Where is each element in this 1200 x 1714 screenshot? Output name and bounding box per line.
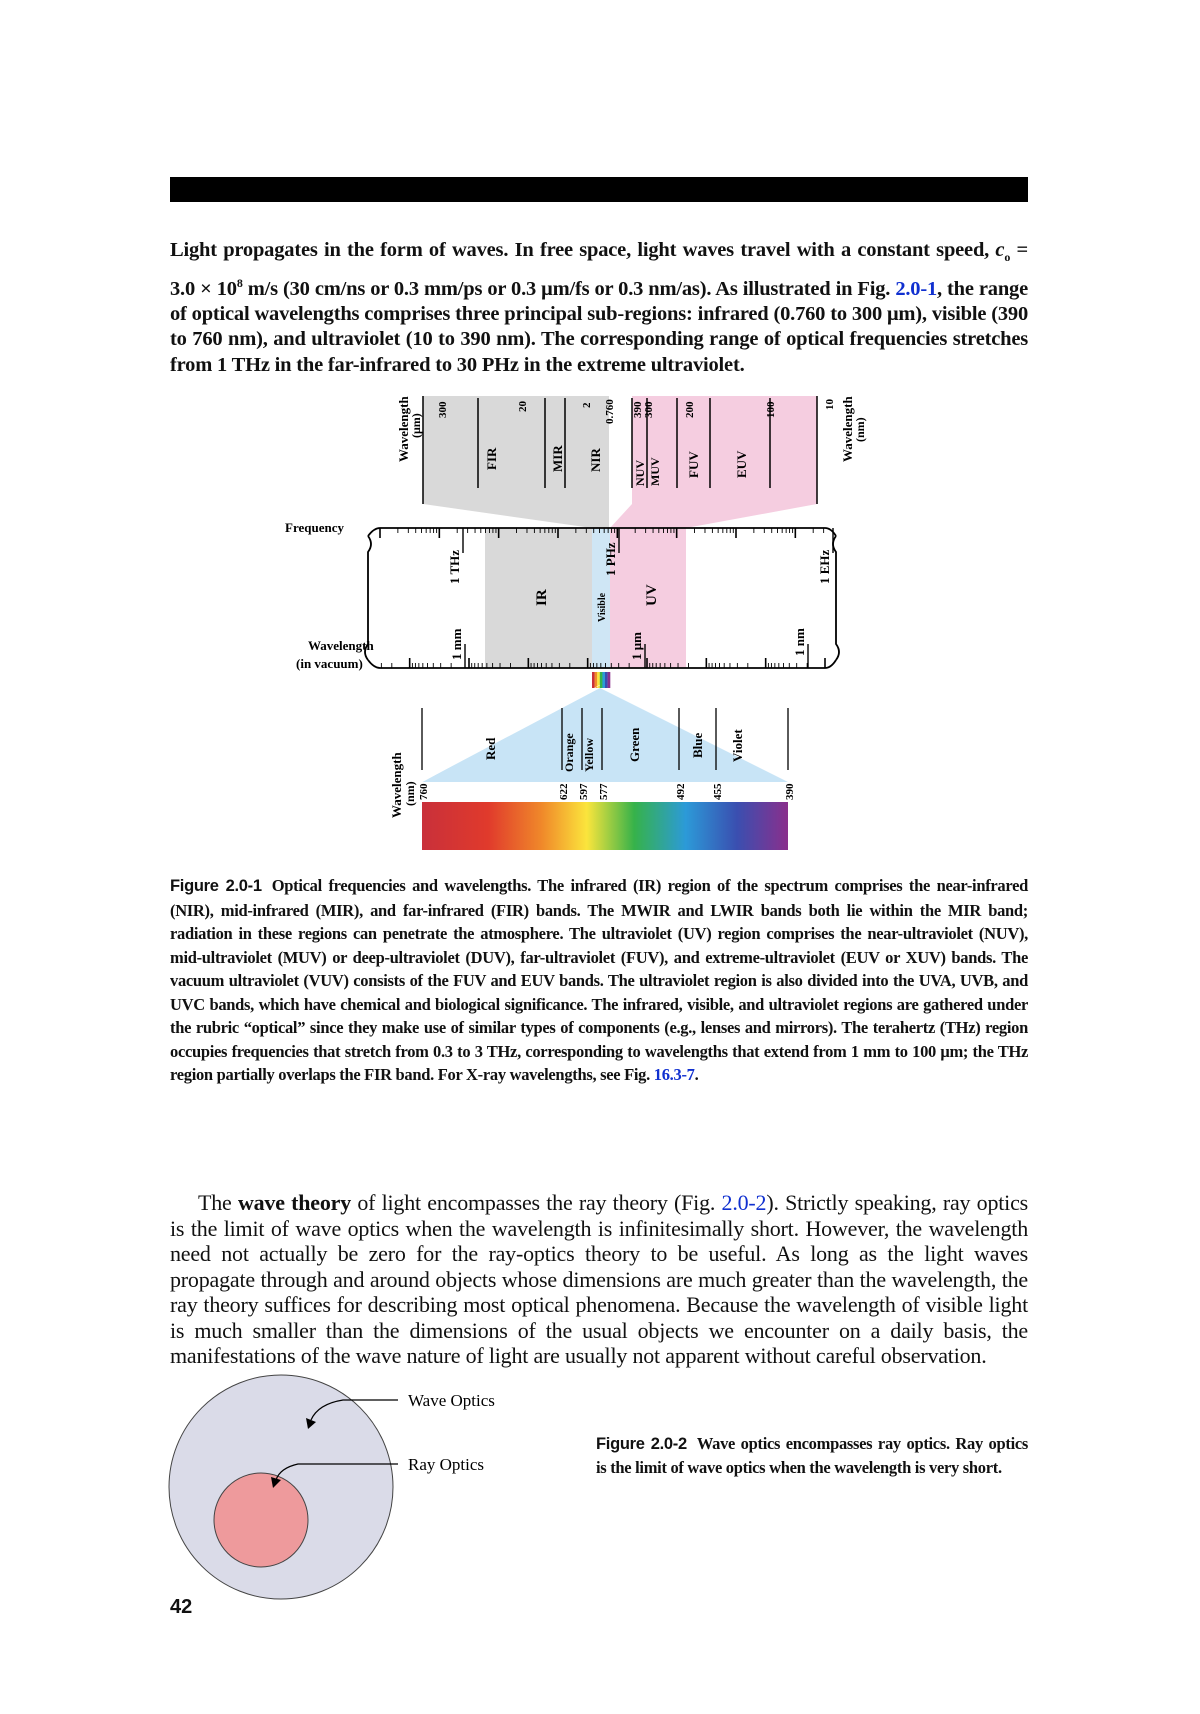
ray-optics-circle bbox=[214, 1473, 308, 1567]
wavelength-vacuum-sub: (in vacuum) bbox=[296, 656, 363, 671]
region-label-visible: Visible bbox=[597, 592, 608, 622]
band-label-fuv: FUV bbox=[686, 451, 701, 478]
uv-funnel bbox=[610, 504, 817, 528]
wl-mark-mm: 1 mm bbox=[449, 628, 464, 660]
visible-ticks bbox=[418, 783, 796, 800]
figure-label: Figure 2.0-2 bbox=[596, 1435, 687, 1453]
mini-strip-segment bbox=[595, 672, 598, 688]
vis-band-red: Red bbox=[483, 737, 498, 760]
figure-caption-1: Figure 2.0-1 Optical frequencies and wavelengths. The infrared (IR) region of the spectrum comprises the near-infrared (NIR), mid-infrared (MIR), and far-infrared (FIR) bands. The MWIR and LWIR bands both lie within the MIR band; radiation in these regions can penetrate the atmosphere. The ultraviolet (UV) region comprises the near-ultraviolet (NUV), mid-ultraviolet (MUV) or deep-ultraviolet (DUV), far-ultraviolet (FUV), and extreme-ultraviolet (EUV or XUV) bands. The vacuum ultraviolet (VUV) consists of the FUV and EUV bands. The ultraviolet region is also divided into the UVA, UVB, and UVC bands, which have chemical and biological significance. The infrared, visible, and ultraviolet regions are gathered under the rubric “optical” since they make use of similar types of components (e.g., lenses and mirrors). The terahertz (THz) region occupies frequencies that stretch from 0.3 to 3 THz, corresponding to wavelengths that extend from 1 mm to 100 μm; the THz region partially overlaps the FIR band. For X-ray wavelengths, see Fig. 16.3-7. bbox=[170, 876, 1028, 1084]
mini-strip-segment bbox=[608, 672, 611, 688]
region-label-uv: UV bbox=[644, 584, 660, 606]
visible-mini-strip bbox=[592, 672, 610, 688]
wavelength-vacuum-label: Wavelength bbox=[308, 638, 374, 653]
wave-optics-label: Wave Optics bbox=[408, 1391, 495, 1410]
optics-venn-figure bbox=[168, 1372, 528, 1602]
uv-axis-unit: (nm) bbox=[853, 417, 867, 442]
region-label-ir: IR bbox=[534, 589, 550, 606]
vis-axis-label: Wavelength bbox=[389, 752, 404, 818]
vis-tick-label: 622 bbox=[558, 783, 570, 800]
top-axis-label: Wavelength bbox=[396, 396, 411, 462]
freq-mark-thz: 1 THz bbox=[447, 549, 462, 584]
header-band bbox=[170, 177, 1028, 202]
band-label-mir: MIR bbox=[550, 445, 565, 472]
top-tick: 0.760 bbox=[604, 399, 616, 424]
wl-mark-nm: 1 nm bbox=[792, 628, 807, 656]
mini-strip-segment bbox=[605, 672, 608, 688]
figure-caption-2: Figure 2.0-2 Wave optics encompasses ray optics. Ray optics is the limit of wave optics when the wavelength is very short. bbox=[596, 1434, 1028, 1477]
vis-axis-unit: (nm) bbox=[403, 781, 417, 806]
intro-paragraph: Light propagates in the form of waves. In free space, light waves travel with a constant speed, $c_o = 3.0 \times 10^8$ m/s (30 cm/ns or 0.3 mm/ps or 0.3 μm/fs or 0.3 nm/as). As illustrated in Fig. 2.0-1, the range of optical wavelengths comprises three principal sub-regions: infrared (0.760 to 300 μm), visible (390 to 760 nm), and ultraviolet (10 to 390 nm). The corresponding range of optical frequencies stretches from 1 THz in the far-infrared to 30 PHz in the extreme ultraviolet. bbox=[170, 239, 1028, 376]
spectrum-figure bbox=[285, 388, 890, 866]
visible-rainbow bbox=[422, 802, 788, 850]
uv-tick: 300 bbox=[643, 401, 655, 418]
top-tick: 2 bbox=[581, 402, 593, 408]
vis-band-violet: Violet bbox=[730, 729, 745, 762]
wave-theory-term: wave theory bbox=[237, 1190, 352, 1215]
figure-label: Figure 2.0-1 bbox=[170, 877, 262, 895]
vis-tick-label: 390 bbox=[784, 783, 796, 800]
ray-optics-label: Ray Optics bbox=[408, 1455, 485, 1474]
band-label-euv: EUV bbox=[734, 450, 749, 478]
band-label-nir: NIR bbox=[588, 448, 603, 472]
band-label-fir: FIR bbox=[484, 447, 499, 470]
figure-link[interactable]: 2.0-1 bbox=[895, 277, 938, 300]
top-axis-unit: (μm) bbox=[409, 413, 423, 438]
vis-tick-label: 597 bbox=[578, 783, 590, 800]
freq-mark-ehz: 1 EHz bbox=[817, 549, 832, 584]
mini-strip-segment bbox=[600, 672, 603, 688]
vis-tick-label: 760 bbox=[418, 783, 430, 800]
freq-mark-phz: 1 PHz bbox=[603, 542, 618, 576]
mini-strip-segment bbox=[592, 672, 595, 688]
frequency-label: Frequency bbox=[285, 520, 344, 535]
top-tick: 300 bbox=[437, 401, 449, 418]
uv-tick: 390 bbox=[632, 401, 644, 418]
uv-subbands-box bbox=[632, 396, 817, 504]
vis-band-blue: Blue bbox=[690, 732, 705, 758]
uv-tick: 200 bbox=[684, 401, 696, 418]
vis-band-yellow: Yellow bbox=[582, 738, 596, 772]
band-label-nuv: NUV bbox=[633, 460, 647, 486]
uv-tick: 100 bbox=[765, 401, 777, 418]
figure-link[interactable]: 2.0-2 bbox=[721, 1190, 767, 1215]
uv-axis-label: Wavelength bbox=[840, 396, 855, 462]
wave-theory-paragraph: The wave theory of light encompasses the ray theory (Fig. 2.0-2). Strictly speaking, ray optics is the limit of wave optics when the wavelength is infinitesimally short. However, the wavelength need not actually be zero for the ray-optics theory to be useful. As long as the light waves propagate through and around objects whose dimensions are much greater than the wavelength, the ray theory suffices for describing most optical phenomena. Because the wavelength of visible light is much smaller than the dimensions of the usual objects we encounter on a daily basis, the manifestations of the wave nature of light are usually not apparent without careful observation. bbox=[170, 1190, 1029, 1368]
ir-subbands-box bbox=[423, 396, 609, 504]
vis-band-green: Green bbox=[627, 727, 642, 762]
wl-mark-um: 1 μm bbox=[629, 632, 644, 660]
mini-strip-segment bbox=[602, 672, 605, 688]
top-tick: 20 bbox=[517, 401, 529, 412]
vis-tick-label: 577 bbox=[598, 783, 610, 800]
figure-link[interactable]: 16.3-7 bbox=[653, 1065, 695, 1084]
vis-tick-label: 455 bbox=[712, 783, 724, 800]
band-label-muv: MUV bbox=[648, 457, 662, 486]
uv-tick: 10 bbox=[824, 399, 836, 410]
vis-band-orange: Orange bbox=[562, 733, 576, 772]
vis-tick-label: 492 bbox=[675, 783, 687, 800]
ir-funnel bbox=[423, 504, 609, 528]
page-number: 42 bbox=[170, 1596, 193, 1618]
